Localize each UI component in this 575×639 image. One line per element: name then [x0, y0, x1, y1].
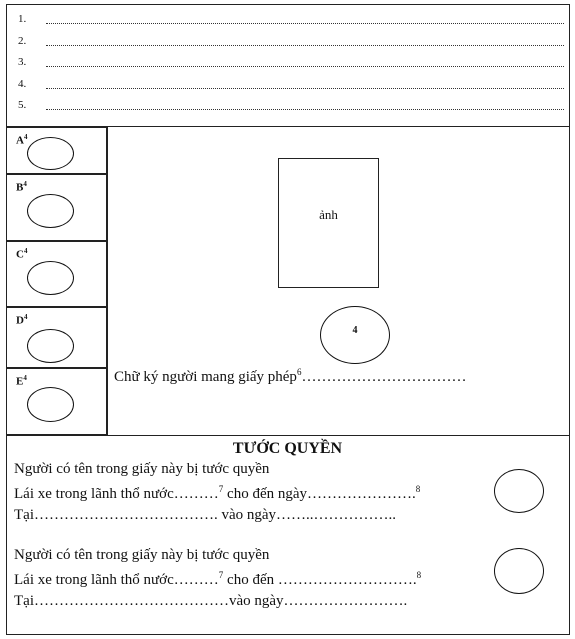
revocation-line: Lái xe trong lãnh thổ nước………$^7$ cho đến ……………………….$^8$	[14, 570, 422, 588]
dotted-line	[46, 45, 564, 46]
dotted-line	[46, 109, 564, 110]
category-label: $D^4$	[16, 313, 28, 327]
list-row	[18, 35, 46, 47]
list-row	[18, 56, 46, 68]
revocation-line: Tại………………………………. vào ngày……..……………..	[14, 507, 397, 523]
revocation-title: TƯỚC QUYỀN	[232, 440, 343, 457]
photo-label: ảnh	[319, 207, 338, 222]
signature-line: Chữ ký người mang giấy phép$^6$……………………………	[114, 367, 467, 385]
stamp-oval	[27, 387, 74, 422]
revocation-line: Người có tên trong giấy này bị tước quyền	[14, 461, 270, 477]
list-row	[18, 78, 46, 90]
stamp-label: 4	[352, 325, 358, 336]
category-label: $B^4$	[16, 180, 27, 194]
stamp-circle	[494, 548, 544, 594]
category-box-d	[6, 307, 107, 368]
stamp-circle	[494, 469, 544, 513]
stamp-oval	[27, 137, 74, 170]
category-label: $E^4$	[16, 374, 27, 388]
category-label: $C^4$	[16, 247, 28, 261]
revocation-line: Tại…………………………………vào ngày…………………….	[14, 593, 408, 609]
revocation-line: Lái xe trong lãnh thổ nước………$^7$ cho đến ngày………………….$^8$	[14, 484, 421, 502]
column-divider	[107, 127, 108, 435]
row-number: 1.	[18, 13, 27, 25]
category-box-e	[6, 368, 107, 435]
row-number: 2.	[18, 35, 27, 47]
dotted-line	[46, 23, 564, 24]
stamp-oval	[27, 261, 74, 295]
category-label: $A^4$	[16, 133, 28, 147]
stamp-oval	[27, 329, 74, 363]
category-box-b	[6, 174, 107, 241]
list-row	[18, 13, 46, 25]
category-box-a	[6, 127, 107, 174]
list-row	[18, 99, 46, 111]
row-number: 3.	[18, 56, 27, 68]
dotted-line	[46, 88, 564, 89]
revocation-line: Người có tên trong giấy này bị tước quyền	[14, 547, 270, 563]
row-number: 4.	[18, 78, 27, 90]
row-number: 5.	[18, 99, 27, 111]
category-box-c	[6, 241, 107, 307]
dotted-line	[46, 66, 564, 67]
photo-placeholder	[278, 158, 379, 288]
stamp-oval	[27, 194, 74, 228]
stamp-circle	[320, 306, 390, 364]
section-divider	[6, 435, 570, 436]
